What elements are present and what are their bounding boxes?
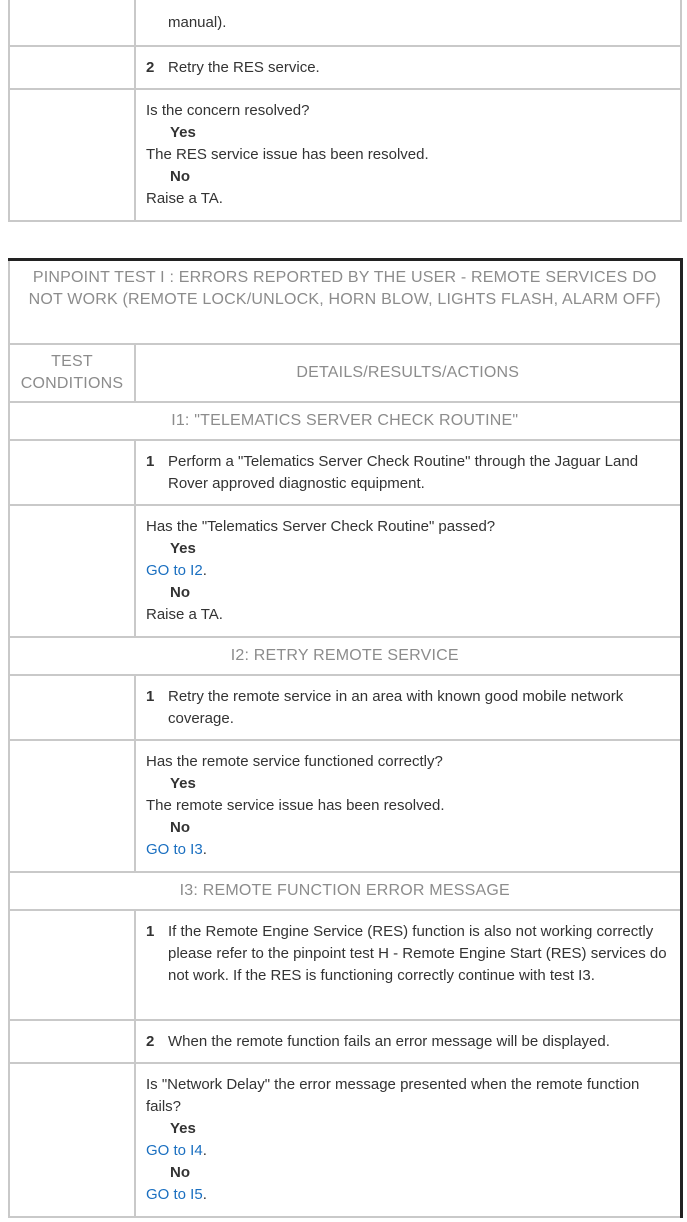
- continuation-text: manual).: [168, 14, 227, 31]
- pinpoint-test-title: PINPOINT TEST I : ERRORS REPORTED BY THE USER - REMOTE SERVICES DO NOT WORK (REMOTE LOCK/UNLOCK, HORN BLOW, LIGHTS FLASH, ALARM OFF): [28, 269, 661, 308]
- res-procedure-table: [8, 0, 682, 222]
- test-conditions-cell: [9, 675, 135, 740]
- test-conditions-cell: [9, 910, 135, 1020]
- pinpoint-test-i-table: [8, 258, 683, 1218]
- step-number: 1: [146, 922, 155, 940]
- no-result: Raise a TA.: [146, 190, 223, 207]
- column-header-details-label: DETAILS/RESULTS/ACTIONS: [296, 363, 520, 381]
- yes-label: Yes: [170, 539, 196, 557]
- step-cell: [135, 910, 681, 1020]
- column-header-test-conditions: [9, 344, 135, 402]
- step-number: 2: [146, 1032, 155, 1050]
- go-to-i5-link[interactable]: GO to I5: [146, 1185, 203, 1203]
- column-header-test-conditions-label: TEST CONDITIONS: [20, 352, 124, 392]
- step-text: Retry the remote service in an area with known good mobile network coverage.: [168, 687, 624, 727]
- no-label: No: [170, 583, 190, 601]
- pinpoint-test-title-cell: [9, 260, 681, 344]
- question-text: Has the remote service functioned correctly?: [146, 752, 443, 770]
- go-to-i3-link[interactable]: GO to I3: [146, 840, 203, 858]
- question-cell: Has the "Telematics Server Check Routine" passed? Yes GO to I2. No Raise a TA.: [135, 505, 681, 637]
- yes-label: Yes: [170, 774, 196, 792]
- no-result: Raise a TA.: [146, 605, 223, 623]
- section-heading-i2: I2: RETRY REMOTE SERVICE: [9, 637, 681, 675]
- question-cell: Has the remote service functioned correctly? Yes The remote service issue has been resolved. No GO to I3.: [135, 740, 681, 872]
- test-conditions-cell: [9, 505, 135, 637]
- question-text: Has the "Telematics Server Check Routine" passed?: [146, 517, 496, 535]
- step-number: 1: [146, 687, 155, 705]
- test-conditions-cell: [9, 89, 135, 221]
- continuation-cell: [135, 0, 681, 46]
- no-label: No: [170, 818, 190, 836]
- step-cell: [135, 675, 681, 740]
- step-text: Retry the RES service.: [168, 59, 320, 76]
- step-text: If the Remote Engine Service (RES) function is also not working correctly please refer to the pinpoint test H - Remote Engine Start (RES) services do not work. If the RES is functioning correctly continue with test I3.: [168, 922, 667, 984]
- yes-label: Yes: [170, 1119, 196, 1137]
- question-text: Is "Network Delay" the error message presented when the remote function fails?: [146, 1075, 640, 1115]
- test-conditions-cell: [9, 740, 135, 872]
- step-cell: [135, 1020, 681, 1063]
- yes-label: Yes: [170, 124, 196, 141]
- test-conditions-cell: [9, 1063, 135, 1217]
- test-conditions-cell: [9, 440, 135, 505]
- yes-result: The remote service issue has been resolved.: [146, 796, 445, 814]
- test-conditions-cell: [9, 0, 135, 46]
- question-text: Is the concern resolved?: [146, 102, 310, 119]
- test-conditions-cell: [9, 46, 135, 89]
- step-number: 2: [146, 59, 155, 76]
- test-conditions-cell: [9, 1020, 135, 1063]
- step-cell: [135, 440, 681, 505]
- no-label: No: [170, 1163, 190, 1181]
- go-to-i2-link[interactable]: GO to I2: [146, 561, 203, 579]
- section-heading-i1: I1: "TELEMATICS SERVER CHECK ROUTINE": [9, 402, 681, 440]
- question-cell: Is "Network Delay" the error message presented when the remote function fails? Yes GO to I4. No GO to I5.: [135, 1063, 681, 1217]
- column-header-details: [135, 344, 681, 402]
- step-number: 1: [146, 452, 155, 470]
- yes-result: The RES service issue has been resolved.: [146, 146, 429, 163]
- go-to-i4-link[interactable]: GO to I4: [146, 1141, 203, 1159]
- step-cell: [135, 46, 681, 89]
- section-heading-i3: I3: REMOTE FUNCTION ERROR MESSAGE: [9, 872, 681, 910]
- question-cell: [135, 89, 681, 221]
- step-text: When the remote function fails an error message will be displayed.: [168, 1032, 610, 1050]
- step-text: Perform a "Telematics Server Check Routine" through the Jaguar Land Rover approved diagnostic equipment.: [168, 452, 639, 492]
- no-label: No: [170, 168, 190, 185]
